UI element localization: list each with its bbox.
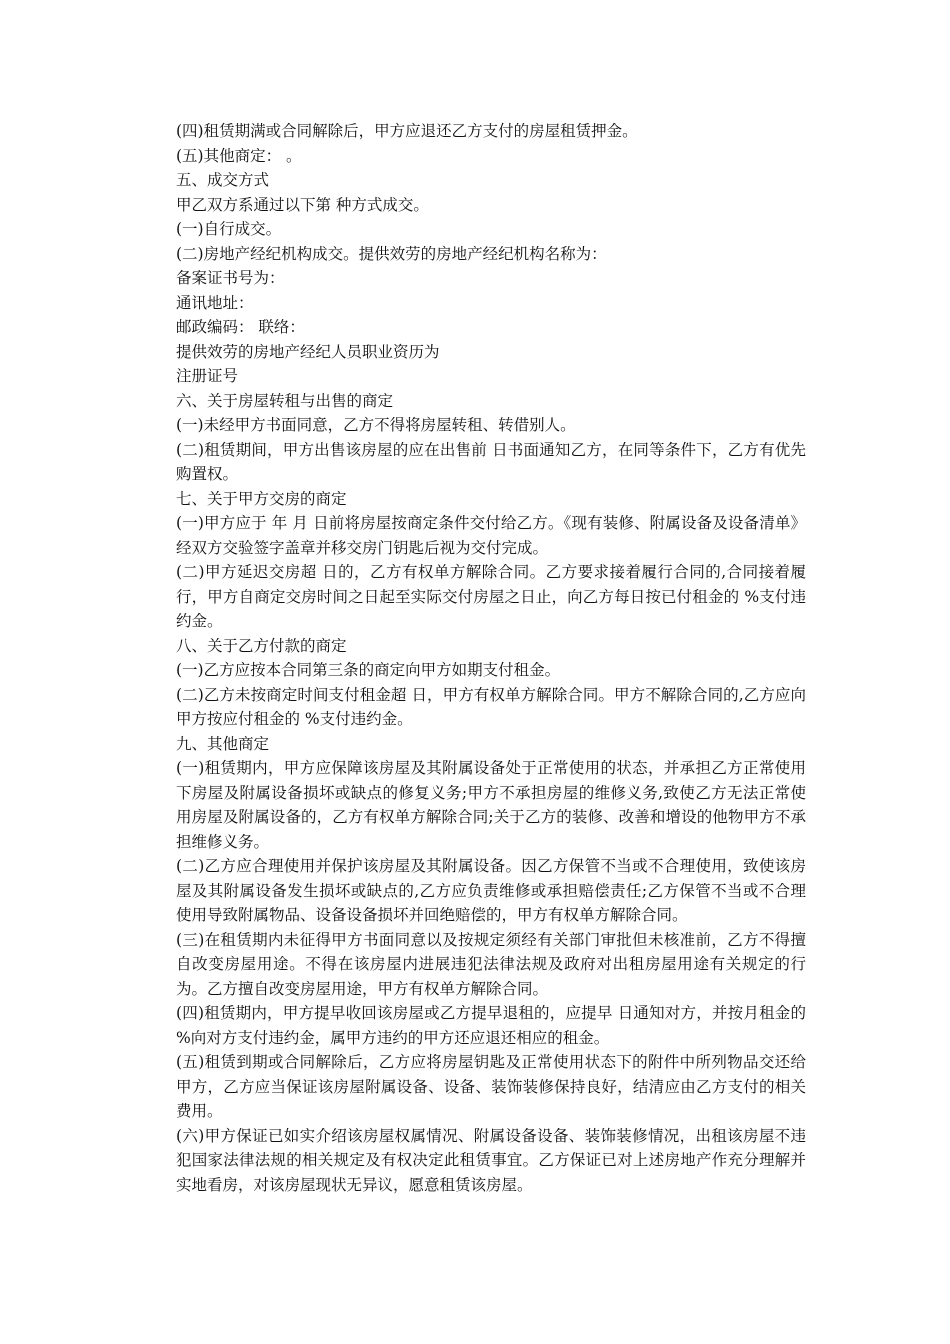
paragraph-13: (一)甲方应于 年 月 日前将房屋按商定条件交付给乙方。《现有装修、附属设备及设备清单》经双方交验签字盖章并移交房门钥匙后视为交付完成。 bbox=[176, 514, 806, 557]
paragraph-12: (二)租赁期间，甲方出售该房屋的应在出售前 日书面通知乙方，在同等条件下，乙方有优先购置权。 bbox=[176, 440, 806, 483]
paragraph-14: (二)甲方延迟交房超 日的，乙方有权单方解除合同。乙方要求接着履行合同的,合同接着履行，甲方自商定交房时间之日起至实际交付房屋之日止，向乙方每日按已付租金的 %支付违约金。 bbox=[176, 563, 806, 630]
section-heading-7: 七、关于甲方交房的商定 bbox=[176, 489, 347, 508]
paragraph-2: (五)其他商定： 。 bbox=[176, 146, 302, 165]
paragraph-11: (一)未经甲方书面同意，乙方不得将房屋转租、转借别人。 bbox=[176, 416, 576, 434]
section-heading-9: 九、其他商定 bbox=[176, 734, 270, 753]
paragraph-8: 邮政编码： 联络： bbox=[176, 318, 305, 336]
paragraph-22: (六)甲方保证已如实介绍该房屋权属情况、附属设备设备、装饰装修情况，出租该房屋不违犯国家法律法规的相关规定及有权决定此租赁事宜。乙方保证已对上述房地产作充分理解并实地看房，对该房屋现状无异议，愿意租赁该房屋。 bbox=[176, 1126, 806, 1194]
paragraph-5: (二)房地产经纪机构成交。提供效劳的房地产经纪机构名称为： bbox=[176, 244, 607, 263]
paragraph-7: 通讯地址： bbox=[176, 293, 254, 312]
paragraph-3: 甲乙双方系通过以下第 种方式成交。 bbox=[176, 195, 429, 214]
paragraph-19: (三)在租赁期内未征得甲方书面同意以及按规定须经有关部门审批但未核准前，乙方不得擅自改变房屋用途。不得在该房屋内进展违犯法律法规及政府对出租房屋用途有关规定的行为。乙方擅自改变房屋用途，甲方有权单方解除合同。 bbox=[176, 930, 806, 998]
paragraph-21: (五)租赁到期或合同解除后，乙方应将房屋钥匙及正常使用状态下的附件中所列物品交还给甲方，乙方应当保证该房屋附属设备、设备、装饰装修保持良好，结清应由乙方支付的相关费用。 bbox=[176, 1053, 806, 1120]
section-heading-8: 八、关于乙方付款的商定 bbox=[176, 636, 347, 655]
paragraph-17: (一)租赁期内，甲方应保障该房屋及其附属设备处于正常使用的状态，并承担乙方正常使用下房屋及附属设备损坏或缺点的修复义务;甲方不承担房屋的维修义务,致使乙方无法正常使用房屋及附属设备的，乙方有权单方解除合同;关于乙方的装修、改善和增设的他物甲方不承担维修义务。 bbox=[176, 759, 806, 851]
document-body bbox=[176, 119, 806, 1197]
paragraph-16: (二)乙方未按商定时间支付租金超 日，甲方有权单方解除合同。甲方不解除合同的,乙方应向甲方按应付租金的 %支付违约金。 bbox=[176, 685, 806, 728]
paragraph-1: (四)租赁期满或合同解除后，甲方应退还乙方支付的房屋租赁押金。 bbox=[176, 122, 638, 140]
section-heading-5: 五、成交方式 bbox=[176, 171, 270, 189]
paragraph-15: (一)乙方应按本合同第三条的商定向甲方如期支付租金。 bbox=[176, 661, 561, 679]
paragraph-18: (二)乙方应合理使用并保护该房屋及其附属设备。因乙方保管不当或不合理使用，致使该房屋及其附属设备发生损坏或缺点的,乙方应负责维修或承担赔偿责任;乙方保管不当或不合理使用导致附属物品、设备设备损坏并回绝赔偿的，甲方有权单方解除合同。 bbox=[176, 857, 806, 924]
paragraph-10: 注册证号 bbox=[176, 367, 239, 385]
paragraph-6: 备案证书号为： bbox=[176, 269, 285, 287]
paragraph-20: (四)租赁期内，甲方提早收回该房屋或乙方提早退租的，应提早 日通知对方，并按月租金的 %向对方支付违约金，属甲方违约的甲方还应退还相应的租金。 bbox=[176, 1004, 806, 1047]
paragraph-9: 提供效劳的房地产经纪人员职业资历为 bbox=[176, 342, 440, 361]
paragraph-4: (一)自行成交。 bbox=[176, 220, 282, 238]
section-heading-6: 六、关于房屋转租与出售的商定 bbox=[176, 391, 394, 410]
